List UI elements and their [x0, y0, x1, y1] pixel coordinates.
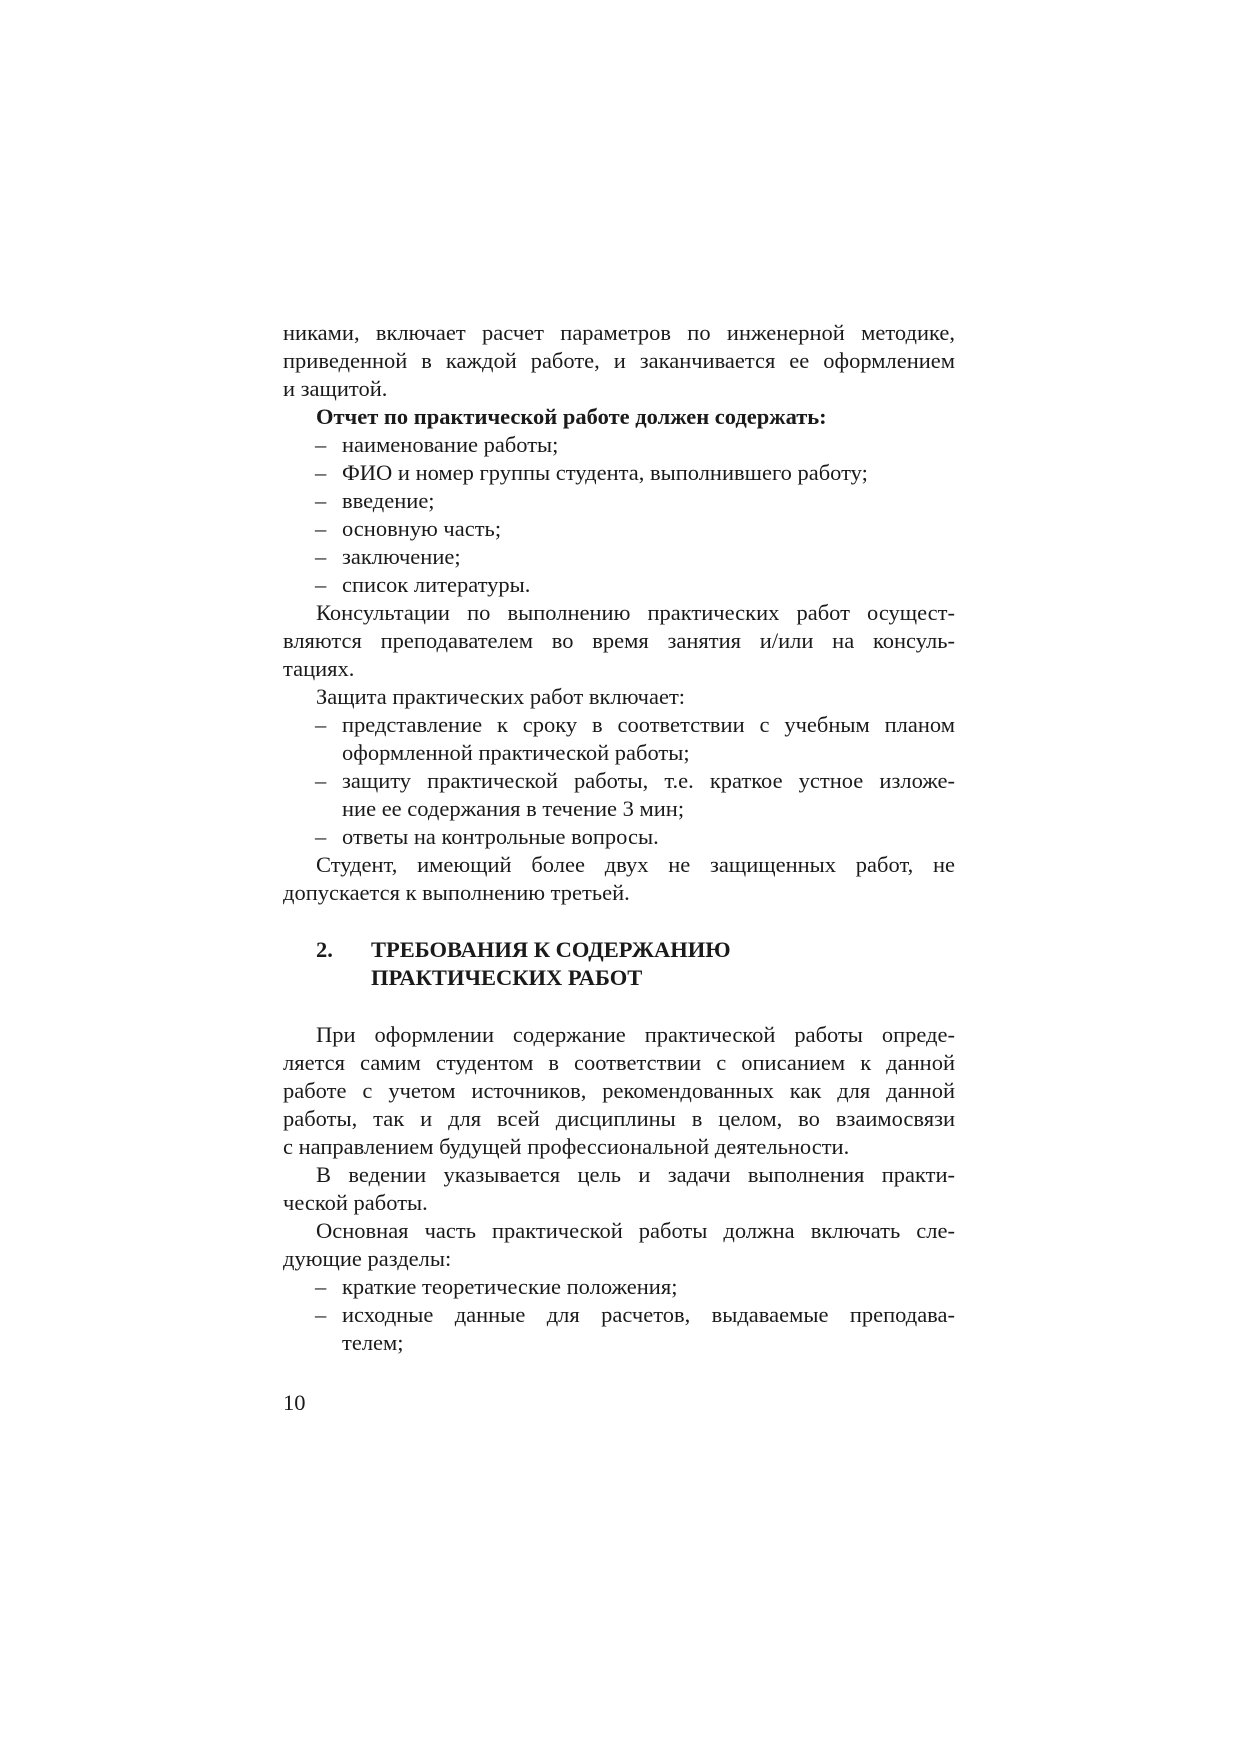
defense-intro: Защита практических работ включает:: [316, 684, 686, 709]
section-number: 2.: [316, 937, 333, 962]
list-item: – наименование работы;: [315, 432, 559, 457]
page-number: 10: [283, 1390, 306, 1415]
list-item: – защиту практической работы, т.е. краткое устное изложе- ние ее содержания в течение 3 мин;: [315, 768, 955, 821]
text-line: ческой работы.: [283, 1190, 428, 1215]
list-item: – введение;: [315, 488, 435, 513]
text-line: В ведении указывается цель и задачи выполнения практи-: [316, 1162, 955, 1187]
text-line: работе с учетом источников, рекомендованных как для данной: [283, 1078, 955, 1103]
list-item: – заключение;: [315, 544, 461, 569]
text-line: никами, включает расчет параметров по инженерной методике,: [283, 320, 955, 345]
text-line: При оформлении содержание практической работы опреде-: [316, 1022, 955, 1047]
text-line: ляется самим студентом в соответствии с описанием к данной: [283, 1050, 955, 1075]
content-paragraph: [283, 1021, 955, 1161]
student-paragraph: [283, 851, 955, 907]
text-line: приведенной в каждой работе, и заканчивается ее оформлением: [283, 348, 955, 373]
main-part-list: [283, 1273, 955, 1357]
text-line: допускается к выполнению третьей.: [283, 880, 630, 905]
text-line: с направлением будущей профессиональной деятельности.: [283, 1134, 850, 1159]
text-line: и защитой.: [283, 376, 388, 401]
defense-list: [283, 711, 955, 851]
section-heading: [283, 936, 955, 992]
text-line: работы, так и для всей дисциплины в целом, во взаимосвязи: [283, 1106, 955, 1131]
list-item: – ФИО и номер группы студента, выполнившего работу;: [315, 460, 868, 485]
report-list: [283, 431, 955, 599]
page-body: [283, 319, 955, 1357]
introduction-paragraph: [283, 1161, 955, 1217]
text-line: Студент, имеющий более двух не защищенных работ, не: [316, 852, 955, 877]
main-part-paragraph: [283, 1217, 955, 1273]
text-line: Консультации по выполнению практических работ осущест-: [316, 600, 955, 625]
list-item: – список литературы.: [315, 572, 531, 597]
list-item: – основную часть;: [315, 516, 502, 541]
list-item: – ответы на контрольные вопросы.: [315, 824, 659, 849]
list-item: – краткие теоретические положения;: [315, 1274, 678, 1299]
list-item: – представление к сроку в соответствии с учебным планом оформленной практической работы;: [315, 712, 955, 765]
text-line: дующие разделы:: [283, 1246, 452, 1271]
report-heading: Отчет по практической работе должен содержать:: [316, 404, 827, 429]
list-item: – исходные данные для расчетов, выдаваемые преподава- телем;: [315, 1302, 955, 1355]
text-line: вляются преподавателем во время занятия и/или на консуль-: [283, 628, 955, 653]
section-title: ТРЕБОВАНИЯ К СОДЕРЖАНИЮ ПРАКТИЧЕСКИХ РАБОТ: [371, 937, 731, 990]
text-line: тациях.: [283, 656, 355, 681]
consult-paragraph: [283, 599, 955, 683]
text-line: Основная часть практической работы должна включать сле-: [316, 1218, 955, 1243]
intro-paragraph: [283, 319, 955, 403]
